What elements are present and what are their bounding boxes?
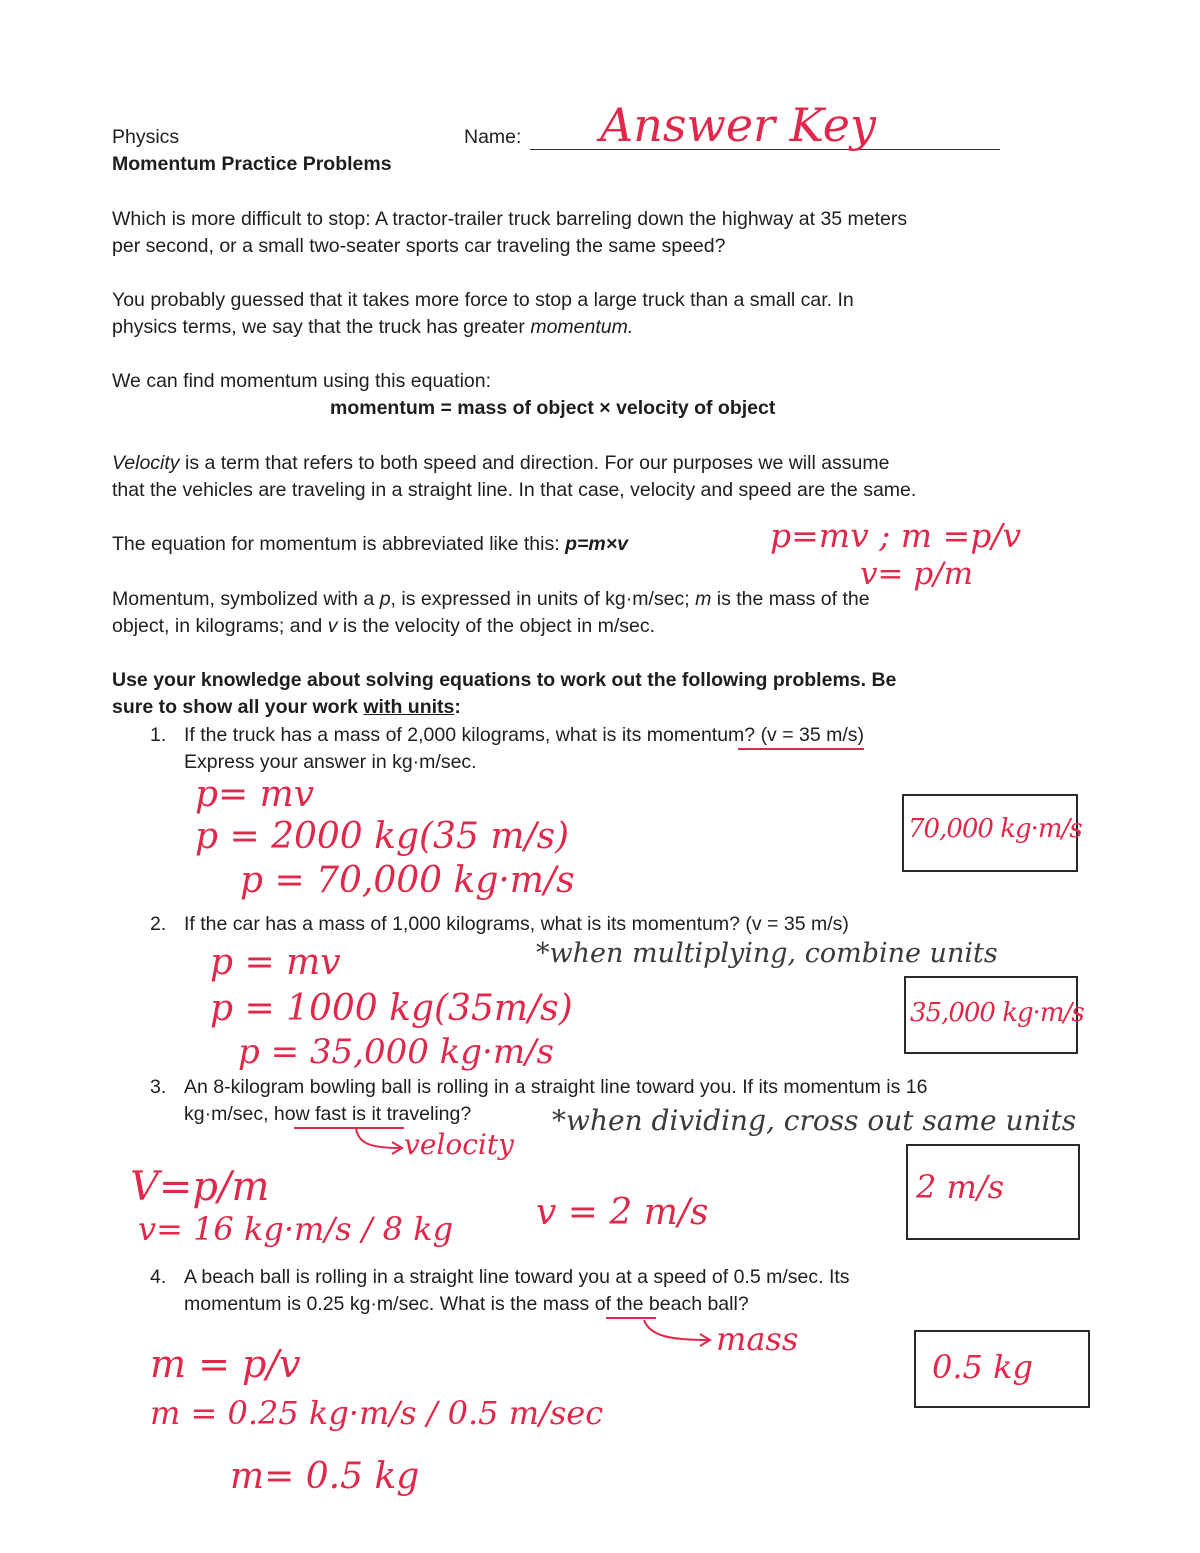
instructions-line1: Use your knowledge about solving equations to work out the following problems. Be [112, 669, 897, 691]
problem-1-answer: 70,000 kg·m/s [908, 814, 1082, 844]
p6-f: object, in kilograms; and [112, 615, 328, 637]
problem-2-work-2: p = 1000 kg(35m/s) [210, 988, 573, 1029]
p6-b: p [379, 588, 391, 610]
instr-c: : [454, 696, 461, 718]
problem-2-note: *when multiplying, combine units [536, 938, 998, 969]
problem-3-note: *when dividing, cross out same units [552, 1104, 1077, 1137]
problem-1-work-2: p = 2000 kg(35 m/s) [195, 816, 570, 857]
problem-2-line1: If the car has a mass of 1,000 kilograms, what is its momentum? (v = 35 m/s) [184, 913, 849, 935]
momentum-equation: momentum = mass of object × velocity of object [330, 397, 776, 419]
problem-4-line1: A beach ball is rolling in a straight line toward you at a speed of 0.5 m/sec. Its [184, 1266, 850, 1288]
problem-3-work-2: v= 16 kg·m/s / 8 kg [138, 1210, 454, 1248]
problem-2-number: 2. [150, 913, 167, 935]
name-label: Name: [464, 126, 522, 148]
problem-3-line2: kg·m/sec, how fast is it traveling? [184, 1103, 472, 1125]
page-title: Momentum Practice Problems [112, 153, 392, 175]
problem-2-answer: 35,000 kg·m/s [910, 998, 1084, 1028]
intro-p6-line2 [112, 613, 655, 640]
course-label: Physics [112, 126, 180, 148]
intro-p2-line1: You probably guessed that it takes more force to stop a large truck than a small car. In [112, 289, 854, 311]
problem-4-answer: 0.5 kg [932, 1348, 1033, 1386]
intro-p2-term: momentum. [530, 316, 634, 338]
p6-h: is the velocity of the object in m/sec. [337, 615, 656, 637]
problem-4-line2: momentum is 0.25 kg·m/sec. What is the mass of the beach ball? [184, 1293, 749, 1315]
intro-p1-line2: per second, or a small two-seater sports car traveling the same speed? [112, 235, 726, 257]
problem-2-work-1: p = mv [210, 942, 341, 983]
problem-4-work-2: m = 0.25 kg·m/s / 0.5 m/sec [150, 1394, 604, 1432]
p6-a: Momentum, symbolized with a [112, 588, 380, 610]
problem-1-line1: If the truck has a mass of 2,000 kilograms, what is its momentum? (v = 35 m/s) [184, 724, 865, 746]
problem-4-arrow-label: mass [716, 1320, 799, 1358]
intro-p4-text: is a term that refers to both speed and direction. For our purposes we will assume [179, 452, 890, 474]
intro-p4-line2: that the vehicles are traveling in a straight line. In that case, velocity and speed are the same. [112, 479, 917, 501]
arrow-icon [350, 1126, 410, 1156]
problem-3-arrow-label: velocity [404, 1128, 514, 1161]
problem-3-answer: 2 m/s [916, 1168, 1005, 1206]
arrow-icon [640, 1318, 716, 1348]
problem-1-work-3: p = 70,000 kg·m/s [240, 860, 575, 901]
problem-3-work-1: V=p/m [130, 1164, 270, 1210]
instructions-line2 [112, 694, 461, 721]
problem-3-answer-box [906, 1144, 1080, 1240]
problem-4-number: 4. [150, 1266, 167, 1288]
problem-1-work-1: p= mv [195, 774, 315, 815]
intro-p4-line1 [112, 450, 889, 477]
instr-units: with units [363, 696, 455, 718]
abbreviated-equation: p=m×v [565, 533, 628, 555]
problem-3-work-3: v = 2 m/s [536, 1192, 709, 1233]
intro-p2-line2 [112, 314, 633, 341]
p6-g: v [327, 615, 338, 637]
p6-e: is the mass of the [711, 588, 870, 610]
problem-2-work-3: p = 35,000 kg·m/s [238, 1032, 554, 1072]
p6-c: , is expressed in units of kg·m/sec; [390, 588, 696, 610]
momentum-underline [738, 748, 864, 750]
problem-4-work-3: m= 0.5 kg [230, 1456, 420, 1497]
problem-4-answer-box [914, 1330, 1090, 1408]
instr-a: sure to show all your work [112, 696, 364, 718]
margin-formula-1: p=mv ; m =p/v [770, 516, 1022, 555]
problem-1-number: 1. [150, 724, 167, 746]
problem-2-answer-box [904, 976, 1084, 1054]
intro-p5 [112, 531, 628, 558]
problem-3-number: 3. [150, 1076, 167, 1098]
intro-p2-text: physics terms, we say that the truck has greater [112, 316, 531, 338]
problem-1-line2: Express your answer in kg·m/sec. [184, 751, 477, 773]
velocity-term: Velocity [112, 452, 180, 474]
intro-p5-text: The equation for momentum is abbreviated like this: [112, 533, 566, 555]
problem-1-answer-box [902, 794, 1082, 872]
name-handwritten: Answer Key [600, 98, 876, 152]
problem-3-line1: An 8-kilogram bowling ball is rolling in a straight line toward you. If its momentum is 16 [184, 1076, 928, 1098]
margin-formula-2: v= p/m [860, 556, 974, 592]
intro-p3-line1: We can find momentum using this equation: [112, 370, 492, 392]
p6-d: m [695, 588, 712, 610]
problem-4-work-1: m = p/v [150, 1342, 301, 1386]
intro-p1-line1: Which is more difficult to stop: A tractor-trailer truck barreling down the highway at 35 meters [112, 208, 908, 230]
intro-p6-line1 [112, 586, 870, 613]
